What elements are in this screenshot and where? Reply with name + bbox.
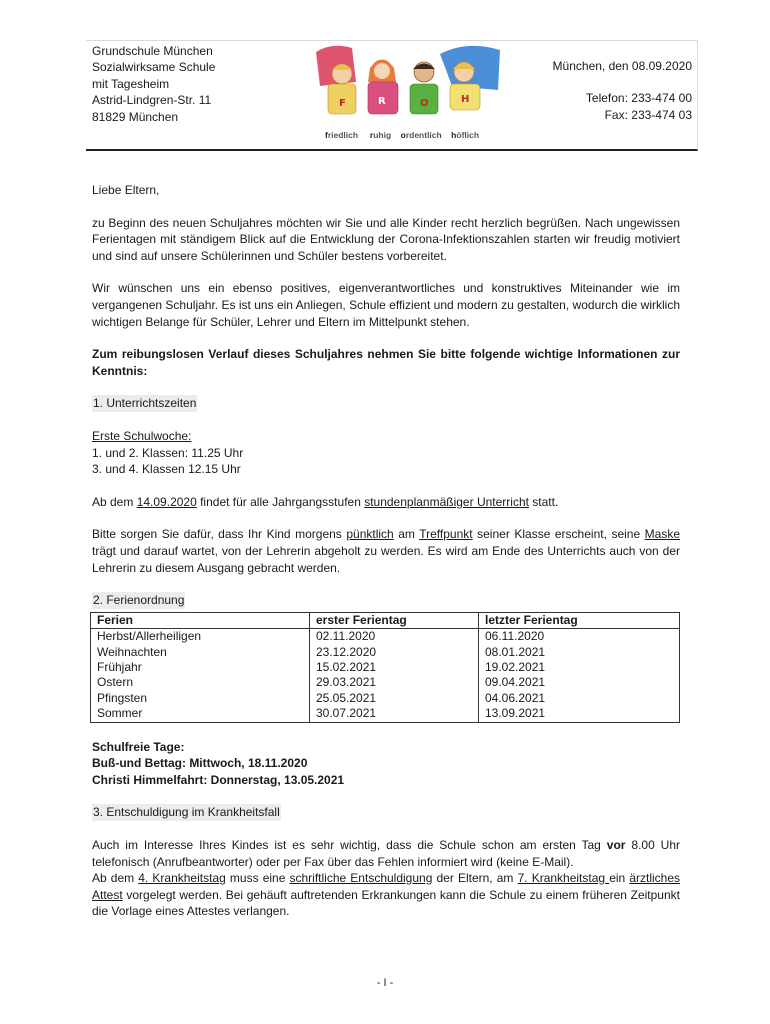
table-row: Weihnachten 23.12.2020 08.01.2021	[91, 645, 680, 660]
logo-word-4: höflich	[451, 130, 480, 140]
address-line: Astrid-Lindgren-Str. 11	[92, 93, 212, 108]
section-heading-2: 2. Ferienordnung	[93, 593, 185, 608]
logo-word-1: friedlich	[325, 130, 359, 140]
first-week-label: Erste Schulwoche:	[92, 428, 192, 443]
table-row: Herbst/Allerheiligen 02.11.2020 06.11.2020	[91, 629, 680, 645]
child-figure-2	[368, 60, 398, 114]
address-line: 81829 München	[92, 109, 179, 124]
holiday-table	[90, 612, 680, 723]
address-line: Grundschule München	[92, 44, 213, 58]
arrival-instructions: Bitte sorgen Sie dafür, dass Ihr Kind morgens pünktlich am Treffpunkt seiner Klasse erscheint, seine Maske trägt und darauf wartet, von der Lehrerin abgeholt zu werden. Es wird am Ende des Unterrichts auch von der Lehrerin zu diesem Ausgang gebracht werden.	[92, 527, 680, 575]
free-day-repentance: Buß-und Bettag: Mittwoch, 18.11.2020	[92, 756, 308, 771]
contact-block	[553, 58, 692, 123]
logo-letter: O	[420, 98, 429, 109]
class-times-1-2: 1. und 2. Klassen: 11.25 Uhr	[92, 445, 244, 460]
salutation: Liebe Eltern,	[92, 183, 160, 197]
section-heading-3: 3. Entschuldigung im Krankheitsfall	[93, 805, 280, 820]
table-row: Pfingsten 25.05.2021 04.06.2021	[91, 691, 680, 706]
start-date: 14.09.2020	[136, 494, 197, 509]
logo-letter: R	[378, 96, 386, 107]
column-header: letzter Ferientag	[479, 612, 680, 628]
regular-start: Ab dem 14.09.2020 findet für alle Jahrgangsstufen stundenplanmäßiger Unterricht statt.	[92, 494, 559, 509]
place-date: München, den 08.09.2020	[552, 59, 692, 73]
column-header: erster Ferientag	[310, 612, 479, 628]
school-address	[92, 43, 215, 125]
logo-caption	[325, 127, 505, 144]
address-line: mit Tagesheim	[92, 76, 170, 91]
sick-note-requirements: Ab dem 4. Krankheitstag muss eine schriftliche Entschuldigung der Eltern, am 7. Krankheitstag ein ärztliches Attest vorgelegt werden. Bei gehäuft auftretenden Erkrankungen kann die Schule zu einem früheren Zeitpunkt die Vorlage eines Attestes verlangen.	[92, 871, 681, 919]
child-figure-3	[410, 62, 438, 114]
section-heading-1: 1. Unterrichtszeiten	[93, 396, 197, 411]
column-header: Ferien	[91, 612, 310, 628]
logo-letter: H	[461, 94, 470, 105]
address-line: Sozialwirksame Schule	[92, 60, 216, 75]
class-times-3-4: 3. und 4. Klassen 12.15 Uhr	[92, 462, 241, 477]
free-days-title: Schulfreie Tage:	[92, 739, 185, 754]
table-row: Frühjahr 15.02.2021 19.02.2021	[91, 660, 680, 675]
letter-body	[92, 182, 680, 920]
table-row: Ostern 29.03.2021 09.04.2021	[91, 675, 680, 690]
logo-word-3: ordentlich	[400, 130, 442, 140]
table-row: Sommer 30.07.2021 13.09.2021	[91, 706, 680, 722]
page-number: - I -	[376, 977, 394, 989]
phone-number: Telefon: 233-474 00	[585, 91, 692, 106]
paragraph-wishes: Wir wünschen uns ein ebenso positives, eigenverantwortliches und konstruktives Miteinander wie im vergangenen Schuljahr. Es ist uns ein Anliegen, Schule effizient und modern zu gestalten, wodurch die wirklich wichtigen Belange für Schüler, Lehrer und Eltern im Mittelpunkt stehen.	[92, 281, 680, 329]
intro-bold: Zum reibungslosen Verlauf dieses Schuljahres nehmen Sie bitte folgende wichtige Informationen zur Kenntnis:	[92, 347, 680, 378]
table-header-row	[91, 612, 680, 628]
regular-lessons: stundenplanmäßiger Unterricht	[364, 494, 529, 509]
logo-letter: F	[339, 98, 346, 109]
child-figure-1	[328, 64, 356, 114]
fax-number: Fax: 233-474 03	[604, 107, 692, 122]
free-day-ascension: Christi Himmelfahrt: Donnerstag, 13.05.2021	[92, 772, 345, 787]
paragraph-welcome: zu Beginn des neuen Schuljahres möchten wir Sie und alle Kinder recht herzlich begrüßen. Nach ungewissen Ferientagen mit ständigem Blick auf die Entwicklung der Corona-Infektionszahlen starten wir freudig motiviert und sind auf unsere Schülerinnen und Schüler bestens vorbereitet.	[92, 215, 680, 263]
sick-notice-paragraph: Auch im Interesse Ihres Kindes ist es sehr wichtig, dass die Schule schon am ersten Tag vor 8.00 Uhr telefonisch (Anrufbeantworter) oder per Fax über das Fehlen informiert wird (keine E-Mail).	[92, 837, 681, 869]
logo-word-2: ruhig	[369, 130, 392, 140]
